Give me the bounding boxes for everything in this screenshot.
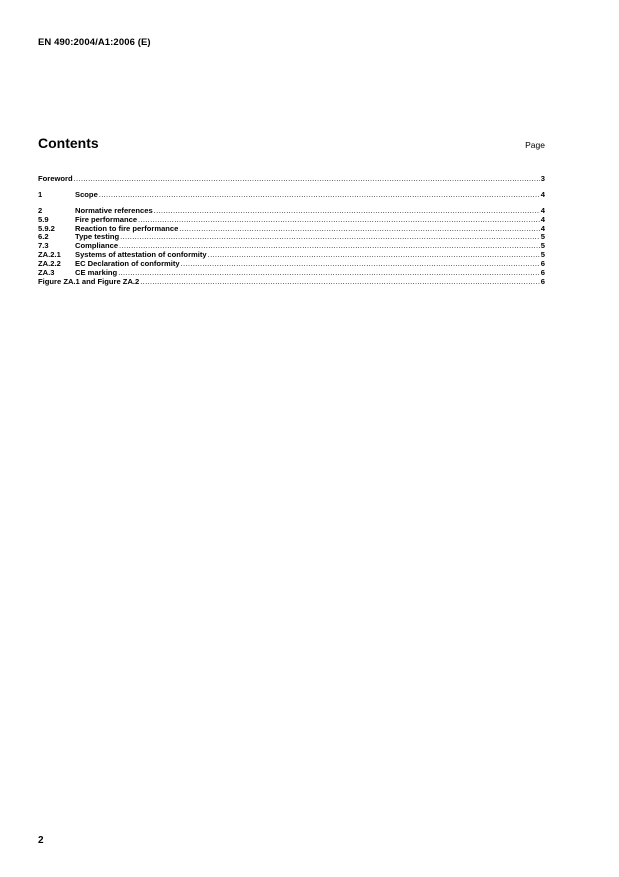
toc-entry-number: 5.9 — [38, 215, 49, 224]
toc-dot-leader — [99, 191, 540, 200]
toc-entry-number: 6.2 — [38, 233, 49, 242]
toc-entry-page: 6 — [540, 260, 545, 269]
toc-entry-reaction-to-fire[interactable] — [38, 225, 545, 234]
table-of-contents — [38, 175, 545, 287]
document-id-header: EN 490:2004/A1:2006 (E) — [38, 37, 151, 48]
toc-entry-number: 1 — [38, 190, 43, 199]
toc-entry-number: ZA.2.1 — [38, 251, 61, 260]
toc-entry-title: Figure ZA.1 and Figure ZA.2 — [38, 277, 140, 286]
toc-entry-number: 5.9.2 — [38, 224, 55, 233]
toc-entry-title: Fire performance — [75, 215, 138, 224]
page-column-label: Page — [525, 140, 545, 150]
toc-dot-leader — [181, 260, 540, 269]
toc-entry-figures[interactable] — [38, 278, 545, 287]
toc-entry-page: 4 — [540, 215, 545, 224]
toc-entry-number: ZA.3 — [38, 269, 55, 278]
toc-dot-leader — [208, 251, 540, 260]
toc-entry-ec-declaration[interactable] — [38, 260, 545, 269]
toc-entry-fire-performance[interactable] — [38, 216, 545, 225]
toc-entry-title: CE marking — [75, 269, 118, 278]
toc-dot-leader — [74, 175, 540, 184]
page-number: 2 — [38, 835, 44, 846]
toc-entry-number: ZA.2.2 — [38, 260, 61, 269]
toc-entry-title: Type testing — [75, 233, 120, 242]
toc-entry-title: Reaction to fire performance — [75, 224, 179, 233]
toc-entry-normative-references[interactable] — [38, 207, 545, 216]
toc-entry-page: 5 — [540, 233, 545, 242]
toc-dot-leader — [118, 269, 540, 278]
toc-entry-page: 5 — [540, 242, 545, 251]
toc-entry-attestation[interactable] — [38, 251, 545, 260]
toc-entry-foreword[interactable] — [38, 175, 545, 184]
toc-dot-leader — [119, 242, 540, 251]
toc-entry-title: Compliance — [75, 242, 119, 251]
toc-entry-page: 4 — [540, 190, 545, 199]
toc-entry-title: Normative references — [75, 206, 153, 215]
toc-dot-leader — [138, 216, 540, 225]
toc-entry-title: Systems of attestation of conformity — [75, 251, 207, 260]
contents-heading: Contents — [38, 135, 99, 151]
toc-entry-title: Foreword — [38, 175, 73, 183]
toc-entry-page: 3 — [540, 175, 545, 183]
toc-entry-number: 2 — [38, 206, 43, 215]
toc-entry-title: Scope — [75, 190, 98, 199]
toc-entry-type-testing[interactable] — [38, 233, 545, 242]
toc-entry-title: EC Declaration of conformity — [75, 260, 180, 269]
toc-entry-page: 6 — [540, 277, 545, 286]
toc-entry-ce-marking[interactable] — [38, 269, 545, 278]
toc-entry-page: 4 — [540, 224, 545, 233]
toc-dot-leader — [154, 207, 540, 216]
toc-entry-compliance[interactable] — [38, 242, 545, 251]
toc-entry-page: 4 — [540, 206, 545, 215]
toc-entry-number: 7.3 — [38, 242, 49, 251]
toc-entry-page: 5 — [540, 251, 545, 260]
toc-dot-leader — [120, 233, 540, 242]
toc-dot-leader — [140, 278, 540, 287]
toc-entry-page: 6 — [540, 269, 545, 278]
toc-entry-scope[interactable] — [38, 191, 545, 200]
toc-dot-leader — [179, 225, 539, 234]
